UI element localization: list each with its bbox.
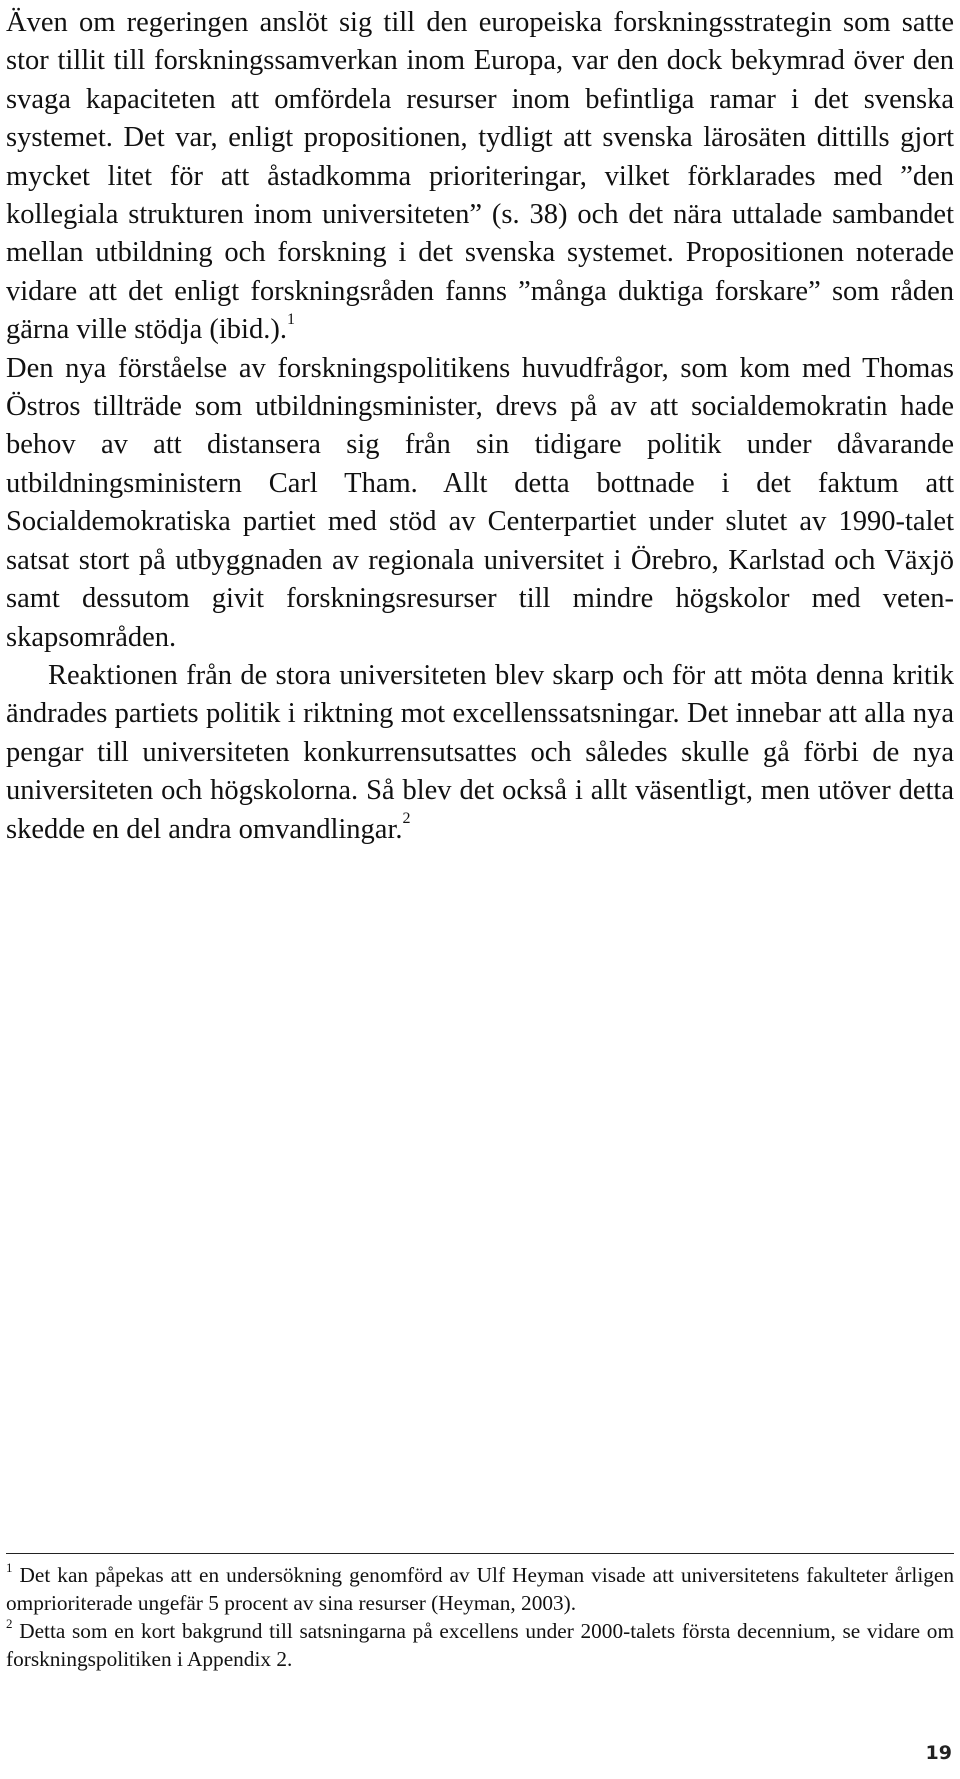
footnote-2-number: 2 <box>6 1615 13 1631</box>
footnote-divider <box>6 1553 954 1554</box>
footnote-1 <box>6 1561 954 1617</box>
footnote-1-number: 1 <box>6 1559 13 1575</box>
footnote-2-text: Detta som en kort bakgrund till satsningarna på excellens under 2000-talets första decennium, se vidare om forskningspolitiken i Appendix 2. <box>6 1619 955 1671</box>
paragraph-2 <box>6 350 954 657</box>
paragraph-2-text: Den nya förståelse av forskningspolitikens huvudfrågor, som kom med Thomas Östros tillträde som utbildningsminister, drevs på av att socialdemokratin hade behov av att distansera sig från sin tidigare politik under dåvarande utbildningsministern Carl Tham. Allt detta bottnade i det faktum att Socialdemokratiska partiet med stöd av Centerpartiet under slutet av 1990-talet satsat stort på utbyggnaden av regionala universitet i Örebro, Karlstad och Växjö samt dessutom givit forskningsresurser till mindre högskolor med vetenskapsområden. <box>6 352 954 653</box>
footnote-ref-2: 2 <box>402 810 411 828</box>
footnote-2 <box>6 1617 954 1673</box>
page-number: 19 <box>925 1742 952 1764</box>
body-text <box>6 4 954 849</box>
footnotes <box>6 1561 954 1673</box>
footnote-ref-1: 1 <box>286 310 295 328</box>
paragraph-3-text: Reaktionen från de stora universiteten blev skarp och för att möta denna kritik ändrades partiets politik i riktning mot excellenssatsningar. Det innebar att alla nya pengar till universiteten konkurrensutsattes och således skulle gå förbi de nya universiteten och högskolorna. Så blev det också i allt väsentligt, men utöver detta skedde en del andra omvandlingar. <box>6 659 954 845</box>
paragraph-3 <box>6 657 954 849</box>
paragraph-1-text: Även om regeringen anslöt sig till den europeiska forskningsstrategin som satte stor tillit till forskningssamverkan inom Europa, var den dock bekymrad över den svaga kapaciteten att omfördela resurser inom befintliga ramar i det svenska systemet. Det var, enligt propositionen, tydligt att svenska lärosäten dittills gjort mycket litet för att åstadkomma prioriteringar, vilket förklarades med ”den kollegiala strukturen inom universiteten” (s. 38) och det nära uttalade sambandet mellan utbildning och forskning i det svenska systemet. Propositionen noterade vidare att det enligt forskningsråden fanns ”många duktiga forskare” som råden gärna ville stödja (ibid.). <box>6 7 954 346</box>
paragraph-1 <box>6 4 954 350</box>
footnote-1-text: Det kan påpekas att en undersökning genomförd av Ulf Heyman visade att universitetens fakulteter årligen omprioriterade ungefär 5 procent av sina resurser (Heyman, 2003). <box>6 1563 955 1615</box>
